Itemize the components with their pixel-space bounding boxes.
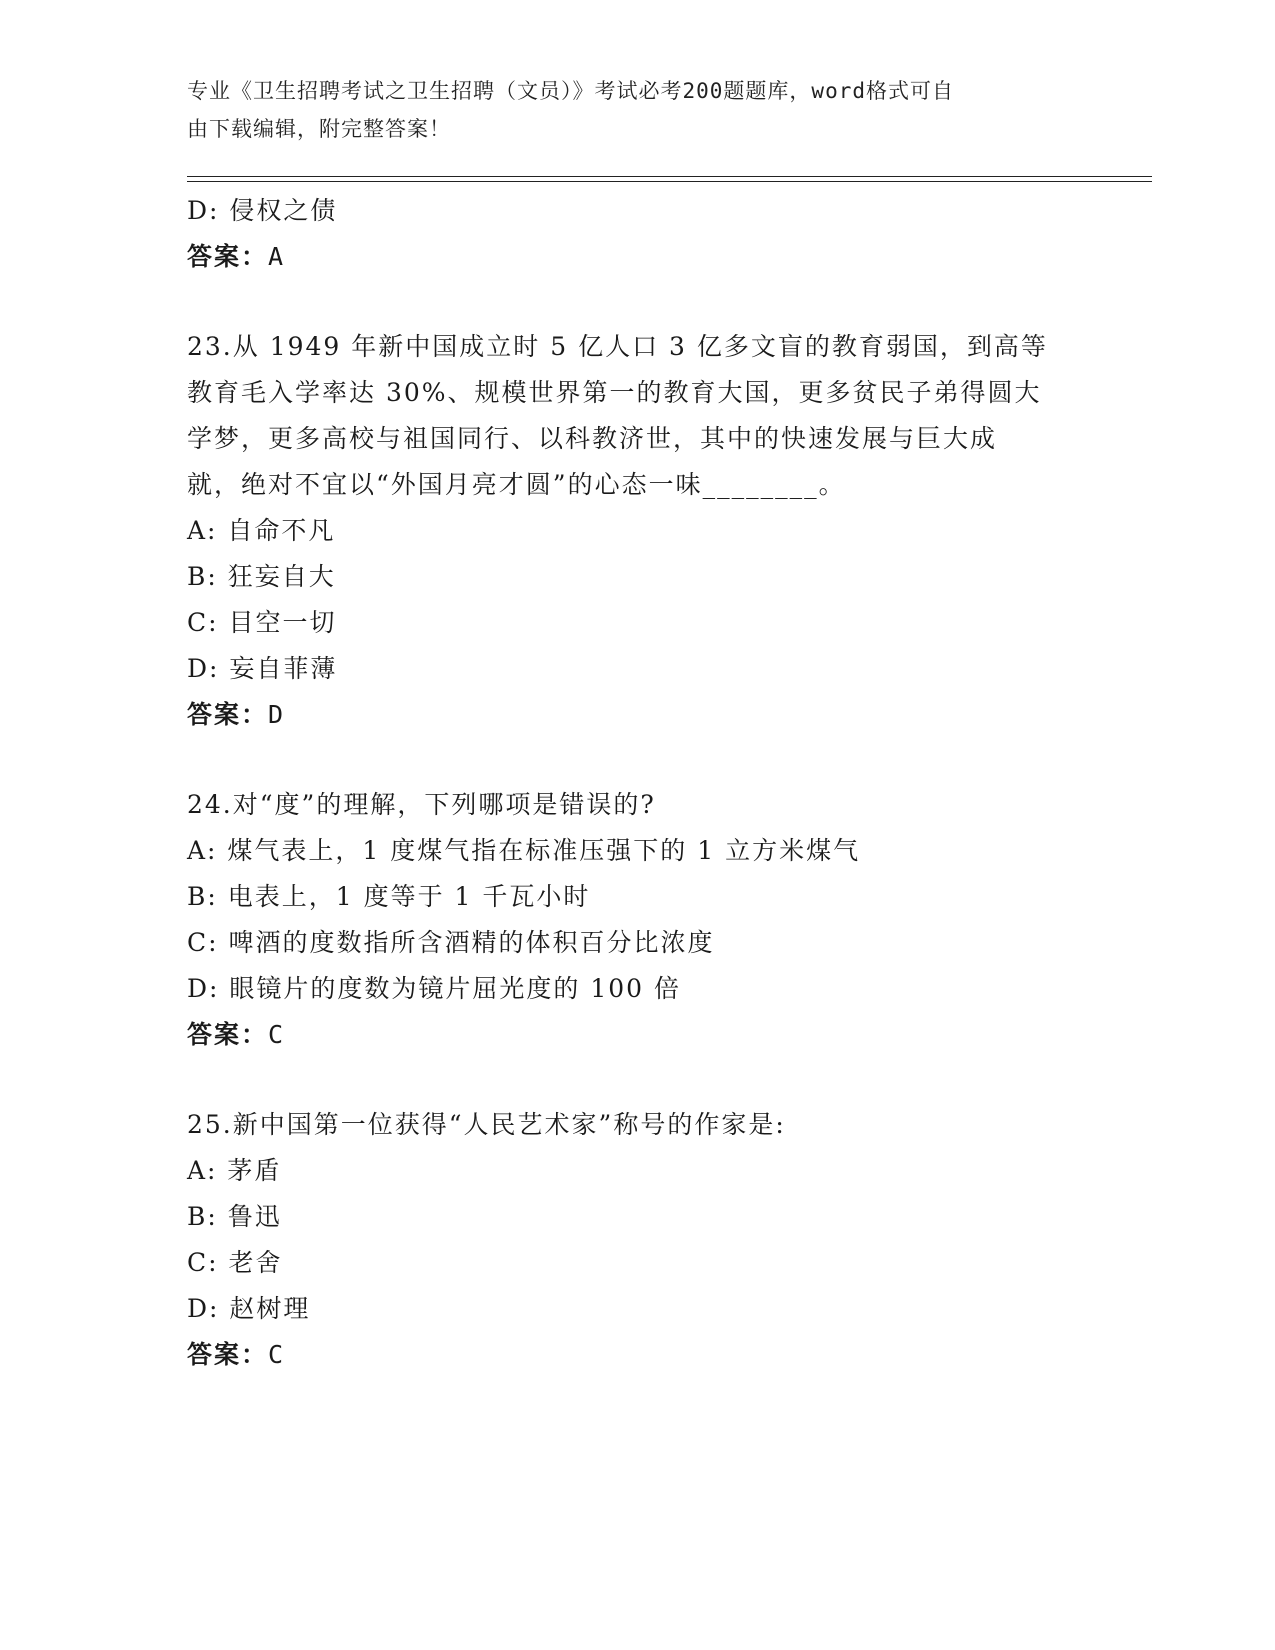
answer-value: C — [268, 1020, 285, 1049]
answer-label: 答案： — [187, 700, 269, 729]
option-c: C: 老舍 — [187, 1248, 283, 1277]
option-c: C: 目空一切 — [187, 608, 337, 637]
option-d: D: 妄自菲薄 — [187, 654, 338, 683]
question-text-line: 25.新中国第一位获得“人民艺术家”称号的作家是: — [187, 1110, 786, 1139]
header-line-2: 由下载编辑，附完整答案！ — [187, 117, 451, 141]
answer-label: 答案： — [187, 1340, 269, 1369]
answer-value: C — [268, 1340, 285, 1369]
answer-line — [187, 692, 1087, 738]
document-body — [187, 188, 1087, 1378]
question-text-line: 24.对“度”的理解，下列哪项是错误的? — [187, 790, 656, 819]
question-text-line: 学梦，更多高校与祖国同行、以科教济世，其中的快速发展与巨大成 — [187, 424, 998, 453]
previous-question-tail — [187, 188, 1087, 280]
option-b: B: 电表上，1 度等于 1 千瓦小时 — [187, 882, 591, 911]
question-25 — [187, 1102, 1087, 1378]
option-d: D: 眼镜片的度数为镜片屈光度的 100 倍 — [187, 974, 682, 1003]
answer-value: D — [268, 700, 285, 729]
question-24 — [187, 782, 1087, 1058]
option-d: D: 赵树理 — [187, 1294, 311, 1323]
header-line-1: 专业《卫生招聘考试之卫生招聘（文员）》考试必考200题题库，word格式可自 — [187, 79, 954, 103]
answer-value: A — [268, 242, 285, 271]
answer-label: 答案： — [187, 242, 269, 271]
header-divider-bottom — [187, 181, 1152, 182]
question-text-line: 23.从 1949 年新中国成立时 5 亿人口 3 亿多文盲的教育弱国，到高等 — [187, 332, 1048, 361]
option-b: B: 狂妄自大 — [187, 562, 336, 591]
question-text-line: 就，绝对不宜以“外国月亮才圆”的心态一味________。 — [187, 470, 846, 499]
option-a: A: 自命不凡 — [187, 516, 336, 545]
answer-line — [187, 234, 1087, 280]
option-a: A: 煤气表上，1 度煤气指在标准压强下的 1 立方米煤气 — [187, 836, 861, 865]
question-23 — [187, 324, 1087, 738]
option-c: C: 啤酒的度数指所含酒精的体积百分比浓度 — [187, 928, 715, 957]
answer-line — [187, 1012, 1087, 1058]
answer-line — [187, 1332, 1087, 1378]
answer-label: 答案： — [187, 1020, 269, 1049]
option-a: A: 茅盾 — [187, 1156, 282, 1185]
option-d: D: 侵权之债 — [187, 196, 338, 225]
document-header — [187, 72, 1067, 148]
question-text-line: 教育毛入学率达 30%、规模世界第一的教育大国，更多贫民子弟得圆大 — [187, 378, 1042, 407]
option-b: B: 鲁迅 — [187, 1202, 282, 1231]
header-divider-top — [187, 176, 1152, 177]
